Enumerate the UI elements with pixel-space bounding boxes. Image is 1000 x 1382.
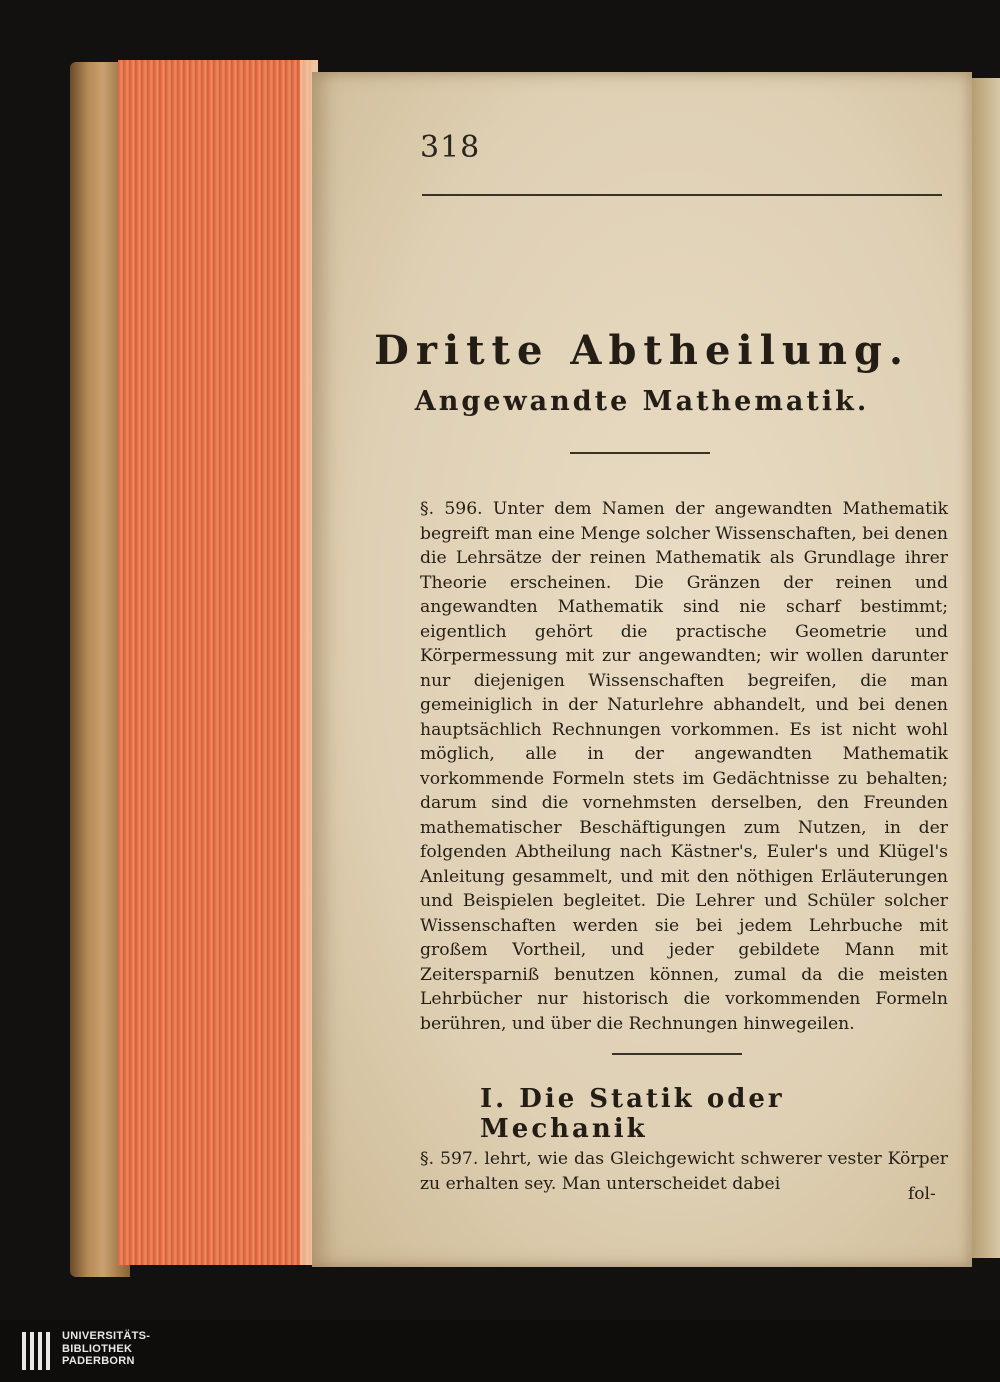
library-name xyxy=(62,1330,150,1368)
page-block-edge xyxy=(118,60,318,1265)
chapter-heading: I. Die Statik oder Mechanik xyxy=(480,1084,785,1144)
facing-page-edge xyxy=(972,78,1000,1258)
book-page xyxy=(312,72,972,1267)
header-rule xyxy=(422,194,942,196)
page-number: 318 xyxy=(420,130,481,165)
chapter-divider xyxy=(612,1053,742,1055)
library-name-line2: BIBLIOTHEK xyxy=(62,1342,133,1355)
section-subtitle: Angewandte Mathematik. xyxy=(414,386,870,417)
library-name-line1: UNIVERSITÄTS- xyxy=(62,1330,151,1342)
paragraph-596: §. 596. Unter dem Namen der angewandten Mathematik begreift man eine Menge solcher Wissenschaften, bei denen die Lehrsätze der reinen Mathematik als Grundlage ihrer Theorie erscheinen. Die Gränzen der reinen und angewandten Mathematik sind nie scharf bestimmt; eigentlich gehört die practische Geometrie und Körpermessung mit zur angewandten; wir wollen darunter nur diejenigen Wissenschaften begreifen, die man gemeiniglich in der Naturlehre abhandelt, und bei denen hauptsächlich Rechnungen vorkommen. Es ist nicht wohl möglich, alle in der angewandten Mathematik vorkommende Formeln stets im Gedächtnisse zu behalten; darum sind die vornehmsten derselben, den Freunden mathematischer Beschäftigungen zum Nutzen, in der folgenden Abtheilung nach Kästner's, Euler's und Klügel's Anleitung gesammelt, und mit den nöthigen Erläuterungen und Beispielen begleitet. Die Lehrer und Schüler solcher Wissenschaften werden sie bei jedem Lehrbuche mit großem Vortheil, und jeder gebildete Mann mit Zeitersparniß benutzen können, zumal da die meisten Lehrbücher nur historisch die vorkommenden Formeln berühren, und über die Rechnungen hinwegeilen. xyxy=(420,499,948,1034)
library-logo-icon xyxy=(22,1332,54,1370)
catchword: fol- xyxy=(908,1184,936,1204)
library-name-line3: PADERBORN xyxy=(62,1355,135,1367)
section-title: Dritte Abtheilung. xyxy=(374,327,910,374)
section-divider xyxy=(570,452,710,454)
paragraph-597: §. 597. lehrt, wie das Gleichgewicht schwerer vester Körper zu erhalten sey. Man unterscheidet dabei xyxy=(420,1149,948,1194)
